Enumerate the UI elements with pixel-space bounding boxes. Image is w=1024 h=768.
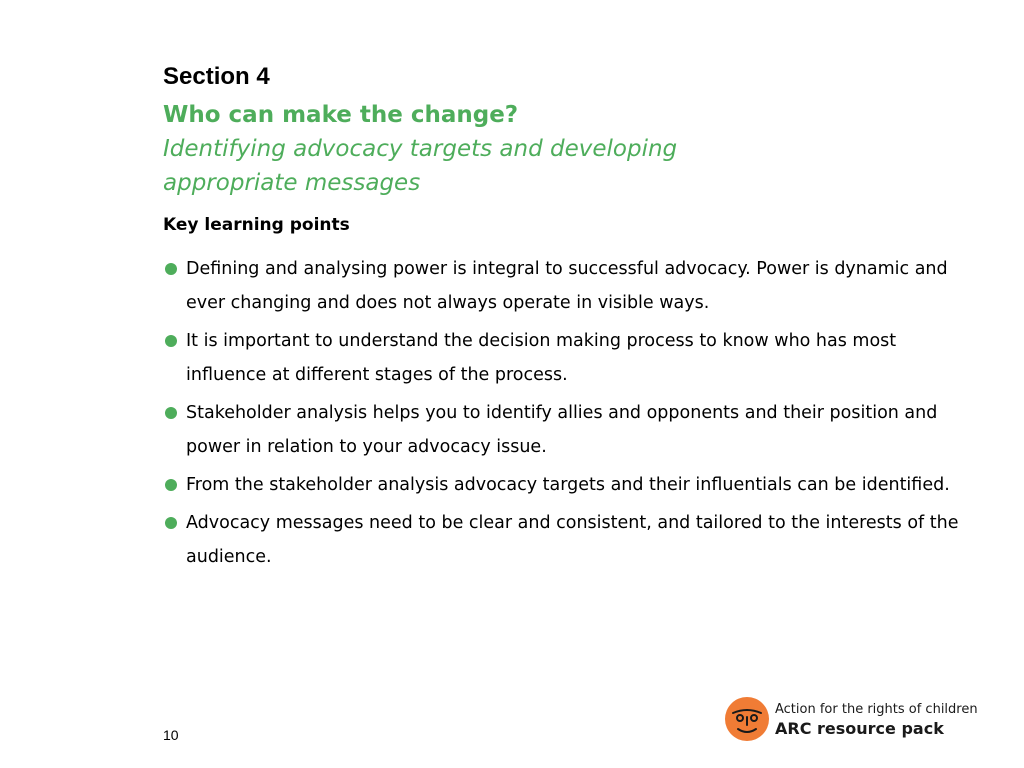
bullet-icon xyxy=(165,407,177,419)
page-content xyxy=(163,62,963,578)
list-item xyxy=(163,506,963,574)
list-item xyxy=(163,252,963,320)
bullet-icon xyxy=(165,517,177,529)
section-label: Section 4 xyxy=(163,63,270,90)
key-points-heading: Key learning points xyxy=(163,215,350,235)
arc-logo xyxy=(724,696,984,744)
list-item-text: It is important to understand the decision making process to know who has most influence at different stages of the process. xyxy=(186,331,897,385)
logo-tagline: Action for the rights of children xyxy=(775,702,978,717)
list-item xyxy=(163,324,963,392)
face-icon xyxy=(724,696,770,742)
page-number: 10 xyxy=(163,727,179,743)
list-item-text: From the stakeholder analysis advocacy targets and their influentials can be identified. xyxy=(186,475,950,495)
list-item-text: Stakeholder analysis helps you to identify allies and opponents and their position and power in relation to your advocacy issue. xyxy=(186,403,938,457)
list-item xyxy=(163,396,963,464)
bullet-icon xyxy=(165,335,177,347)
list-item-text: Advocacy messages need to be clear and consistent, and tailored to the interests of the audience. xyxy=(186,513,959,567)
logo-name: ARC resource pack xyxy=(775,719,944,738)
page-title: Who can make the change? xyxy=(163,102,519,128)
list-item xyxy=(163,468,963,502)
bullet-icon xyxy=(165,479,177,491)
key-points-list xyxy=(163,252,963,574)
page-subtitle: Identifying advocacy targets and developing appropriate messages xyxy=(163,136,678,196)
list-item-text: Defining and analysing power is integral to successful advocacy. Power is dynamic and ever changing and does not always operate in visible ways. xyxy=(186,259,948,313)
bullet-icon xyxy=(165,263,177,275)
